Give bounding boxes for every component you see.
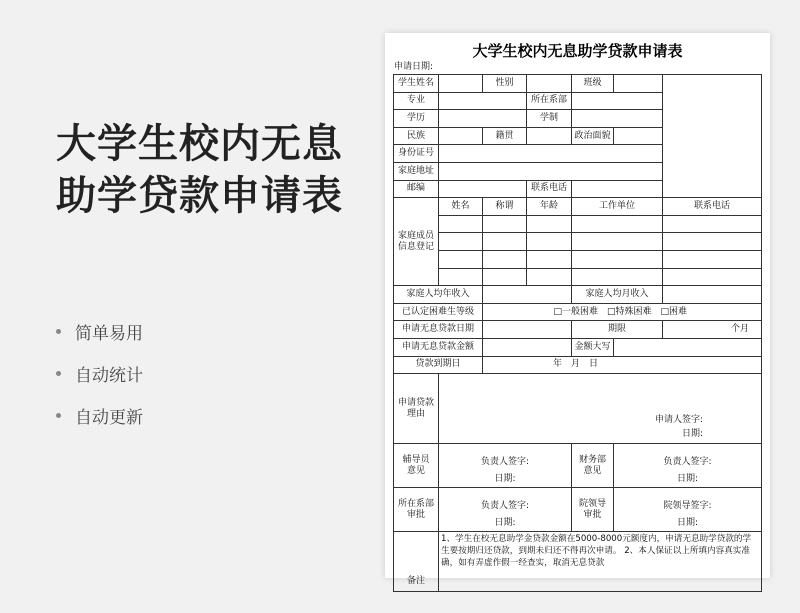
poverty-options[interactable]: □一般困难 □特殊困难 □困难 [483, 303, 762, 321]
field-term-months[interactable]: 个月 [663, 321, 762, 339]
label-due-date: 贷款到期日 [394, 356, 483, 374]
bullet-dot-icon [56, 413, 61, 418]
label-phone: 联系电话 [527, 180, 572, 198]
label-education: 学历 [394, 110, 439, 128]
label-loan-amount: 申请无息贷款金额 [394, 338, 483, 356]
header-fm-work: 工作单位 [572, 198, 663, 216]
application-form-table [393, 74, 762, 592]
field-family-income[interactable] [483, 286, 572, 304]
label-finance: 财务部 意见 [572, 444, 614, 488]
field-id-no[interactable] [439, 145, 663, 163]
field-dept[interactable] [572, 92, 663, 110]
label-political: 政治面貌 [572, 127, 614, 145]
field-native[interactable] [527, 127, 572, 145]
applicant-sign-label: 申请人签字: [654, 415, 703, 426]
header-fm-name: 姓名 [439, 198, 483, 216]
field-amount-upper[interactable] [614, 338, 762, 356]
bullet-dot-icon [56, 329, 61, 334]
label-major: 专业 [394, 92, 439, 110]
label-dept-approve: 所在系部 审批 [394, 488, 439, 532]
label-system: 学制 [527, 110, 572, 128]
label-family-income: 家庭人均年收入 [394, 286, 483, 304]
feature-item: 自动更新 [56, 394, 143, 436]
apply-date-label: 申请日期: [394, 62, 434, 72]
form-title: 大学生校内无息助学贷款申请表 [472, 42, 683, 60]
label-family-members: 家庭成员 信息登记 [394, 198, 439, 286]
header-fm-phone: 联系电话 [663, 198, 762, 216]
field-due-date[interactable]: 年 月 日 [483, 356, 762, 374]
label-native: 籍贯 [483, 127, 527, 145]
label-class: 班级 [572, 75, 614, 93]
label-dept: 所在系部 [527, 92, 572, 110]
promo-title-line2: 助学贷款申请表 [56, 173, 343, 219]
field-finance[interactable]: 负责人签字: 日期: [614, 444, 762, 488]
label-school-approve: 院领导 审批 [572, 488, 614, 532]
field-loan-date[interactable] [483, 321, 572, 339]
feature-list [56, 310, 143, 436]
feature-item: 自动统计 [56, 352, 143, 394]
field-postcode[interactable] [439, 180, 527, 198]
field-political[interactable] [614, 127, 663, 145]
field-loan-amount[interactable] [483, 338, 572, 356]
label-amount-upper: 金额大写 [572, 338, 614, 356]
label-postcode: 邮编 [394, 180, 439, 198]
label-id-no: 身份证号 [394, 145, 439, 163]
field-counselor[interactable]: 负责人签字: 日期: [439, 444, 572, 488]
field-address[interactable] [439, 162, 663, 180]
family-member-row [394, 250, 762, 268]
family-member-row [394, 233, 762, 251]
label-family-monthly: 家庭人均月收入 [572, 286, 663, 304]
photo-box[interactable] [663, 75, 762, 198]
field-dept-approve[interactable]: 负责人签字: 日期: [439, 488, 572, 532]
label-ethnicity: 民族 [394, 127, 439, 145]
label-counselor: 辅导员 意见 [394, 444, 439, 488]
label-poverty-level: 已认定困难生等级 [394, 303, 483, 321]
field-major[interactable] [439, 92, 527, 110]
applicant-date-label: 日期: [681, 429, 703, 440]
promo-title-line1: 大学生校内无息 [56, 121, 343, 167]
form-sheet [385, 33, 770, 587]
label-student-name: 学生姓名 [394, 75, 439, 93]
promo-title [56, 118, 343, 222]
field-student-name[interactable] [439, 75, 483, 93]
header-fm-title: 称谓 [483, 198, 527, 216]
label-reason: 申请贷款 理由 [394, 374, 439, 444]
field-class[interactable] [614, 75, 663, 93]
label-notes: 备注 [394, 532, 439, 592]
label-loan-date: 申请无息贷款日期 [394, 321, 483, 339]
family-member-row [394, 268, 762, 286]
feature-item: 简单易用 [56, 310, 143, 352]
label-gender: 性别 [483, 75, 527, 93]
family-member-row [394, 215, 762, 233]
field-school-approve[interactable]: 院领导签字: 日期: [614, 488, 762, 532]
field-reason[interactable] [439, 374, 762, 444]
field-gender[interactable] [527, 75, 572, 93]
notes-text: 1、学生在校无息助学金贷款金额在5000-8000元额度内，申请无息助学贷款的学生要按期归还贷款，到期未归还不得再次申请。 2、本人保证以上所填内容真实准确，如有弄虚作假一经查实，取消无息贷款 [439, 532, 762, 592]
header-fm-age: 年龄 [527, 198, 572, 216]
field-system[interactable] [572, 110, 663, 128]
bullet-dot-icon [56, 371, 61, 376]
field-education[interactable] [439, 110, 527, 128]
label-address: 家庭地址 [394, 162, 439, 180]
field-ethnicity[interactable] [439, 127, 483, 145]
field-family-monthly[interactable] [663, 286, 762, 304]
label-term: 期限 [572, 321, 663, 339]
field-phone[interactable] [572, 180, 663, 198]
